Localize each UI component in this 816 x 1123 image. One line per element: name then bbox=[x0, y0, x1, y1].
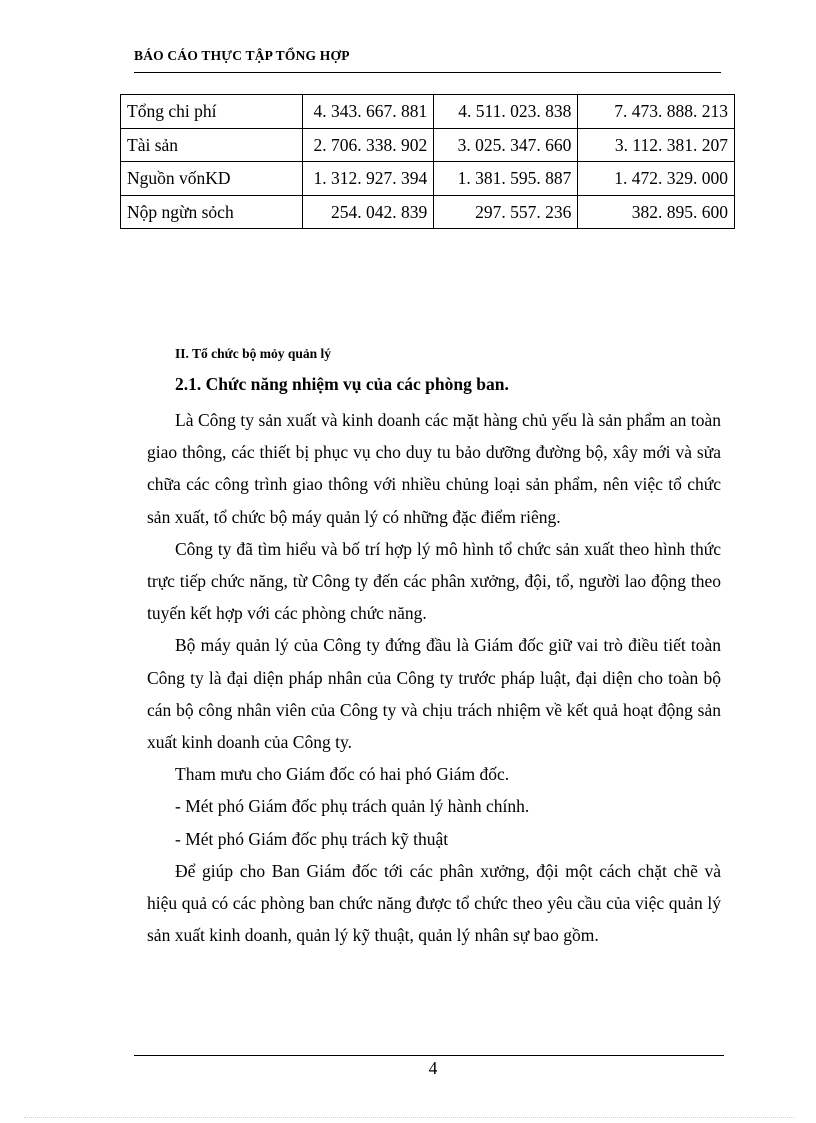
table-row bbox=[121, 128, 735, 162]
cell-value: 3. 025. 347. 660 bbox=[434, 128, 578, 162]
page-header-title: BÁO CÁO THỰC TẬP TỔNG HỢP bbox=[134, 48, 350, 63]
page-bottom-edge bbox=[24, 1117, 794, 1118]
page-number: 4 bbox=[428, 1058, 438, 1078]
cell-value: 382. 895. 600 bbox=[578, 195, 735, 229]
section-heading: 2.1. Chức năng nhiệm vụ của các phòng ban. bbox=[175, 374, 509, 394]
paragraph: Để giúp cho Ban Giám đốc tới các phân xưởng, đội một cách chặt chẽ và hiệu quả có các phòng ban chức năng được tổ chức theo yêu cầu của việc quản lý sản xuất kinh doanh, quản lý kỹ thuật, quản lý nhân sự bao gồm. bbox=[147, 860, 721, 946]
section-small-heading: II. Tổ chức bộ mỏy quản lý bbox=[175, 346, 332, 361]
cell-value: 7. 473. 888. 213 bbox=[578, 95, 735, 129]
row-label: Nộp ngừn sỏch bbox=[121, 195, 303, 229]
cell-value: 1. 312. 927. 394 bbox=[302, 162, 434, 196]
cell-value: 4. 343. 667. 881 bbox=[302, 95, 434, 129]
cell-value: 1. 381. 595. 887 bbox=[434, 162, 578, 196]
paragraph: - Mét phó Giám đốc phụ trách quản lý hành chính. bbox=[175, 796, 530, 817]
cell-value: 2. 706. 338. 902 bbox=[302, 128, 434, 162]
cell-value: 1. 472. 329. 000 bbox=[578, 162, 735, 196]
table-row bbox=[121, 195, 735, 229]
paragraph: - Mét phó Giám đốc phụ trách kỹ thuật bbox=[175, 828, 449, 849]
body-text bbox=[147, 404, 721, 951]
table-row bbox=[121, 95, 735, 129]
cell-value: 3. 112. 381. 207 bbox=[578, 128, 735, 162]
cell-value: 297. 557. 236 bbox=[434, 195, 578, 229]
financial-table bbox=[120, 94, 735, 229]
header-divider bbox=[134, 72, 721, 73]
paragraph: Tham mưu cho Giám đốc có hai phó Giám đốc. bbox=[175, 764, 510, 785]
cell-value: 4. 511. 023. 838 bbox=[434, 95, 578, 129]
table-row bbox=[121, 162, 735, 196]
cell-value: 254. 042. 839 bbox=[302, 195, 434, 229]
row-label: Tổng chi phí bbox=[121, 95, 303, 129]
footer-divider bbox=[134, 1055, 724, 1056]
paragraph: Công ty đã tìm hiểu và bố trí hợp lý mô hình tổ chức sản xuất theo hình thức trực tiếp chức năng, từ Công ty đến các phân xưởng, đội, tổ, người lao động theo tuyến kết hợp với các phòng chức năng. bbox=[147, 538, 721, 624]
paragraph: Là Công ty sản xuất và kinh doanh các mặt hàng chủ yếu là sản phẩm an toàn giao thông, các thiết bị phục vụ cho duy tu bảo dưỡng đường bộ, xây mới và sửa chữa các công trình giao thông với nhiều chủng loại sản phẩm, nên việc tổ chức sản xuất, tổ chức bộ máy quản lý có những đặc điểm riêng. bbox=[147, 410, 721, 527]
row-label: Tài sản bbox=[121, 128, 303, 162]
paragraph: Bộ máy quản lý của Công ty đứng đầu là Giám đốc giữ vai trò điều tiết toàn Công ty là đại diện pháp nhân của Công ty trước pháp luật, đại diện cho toàn bộ cán bộ công nhân viên của Công ty và chịu trách nhiệm về kết quả hoạt động sản xuất kinh doanh của Công ty. bbox=[147, 635, 721, 753]
row-label: Nguồn vốnKD bbox=[121, 162, 303, 196]
